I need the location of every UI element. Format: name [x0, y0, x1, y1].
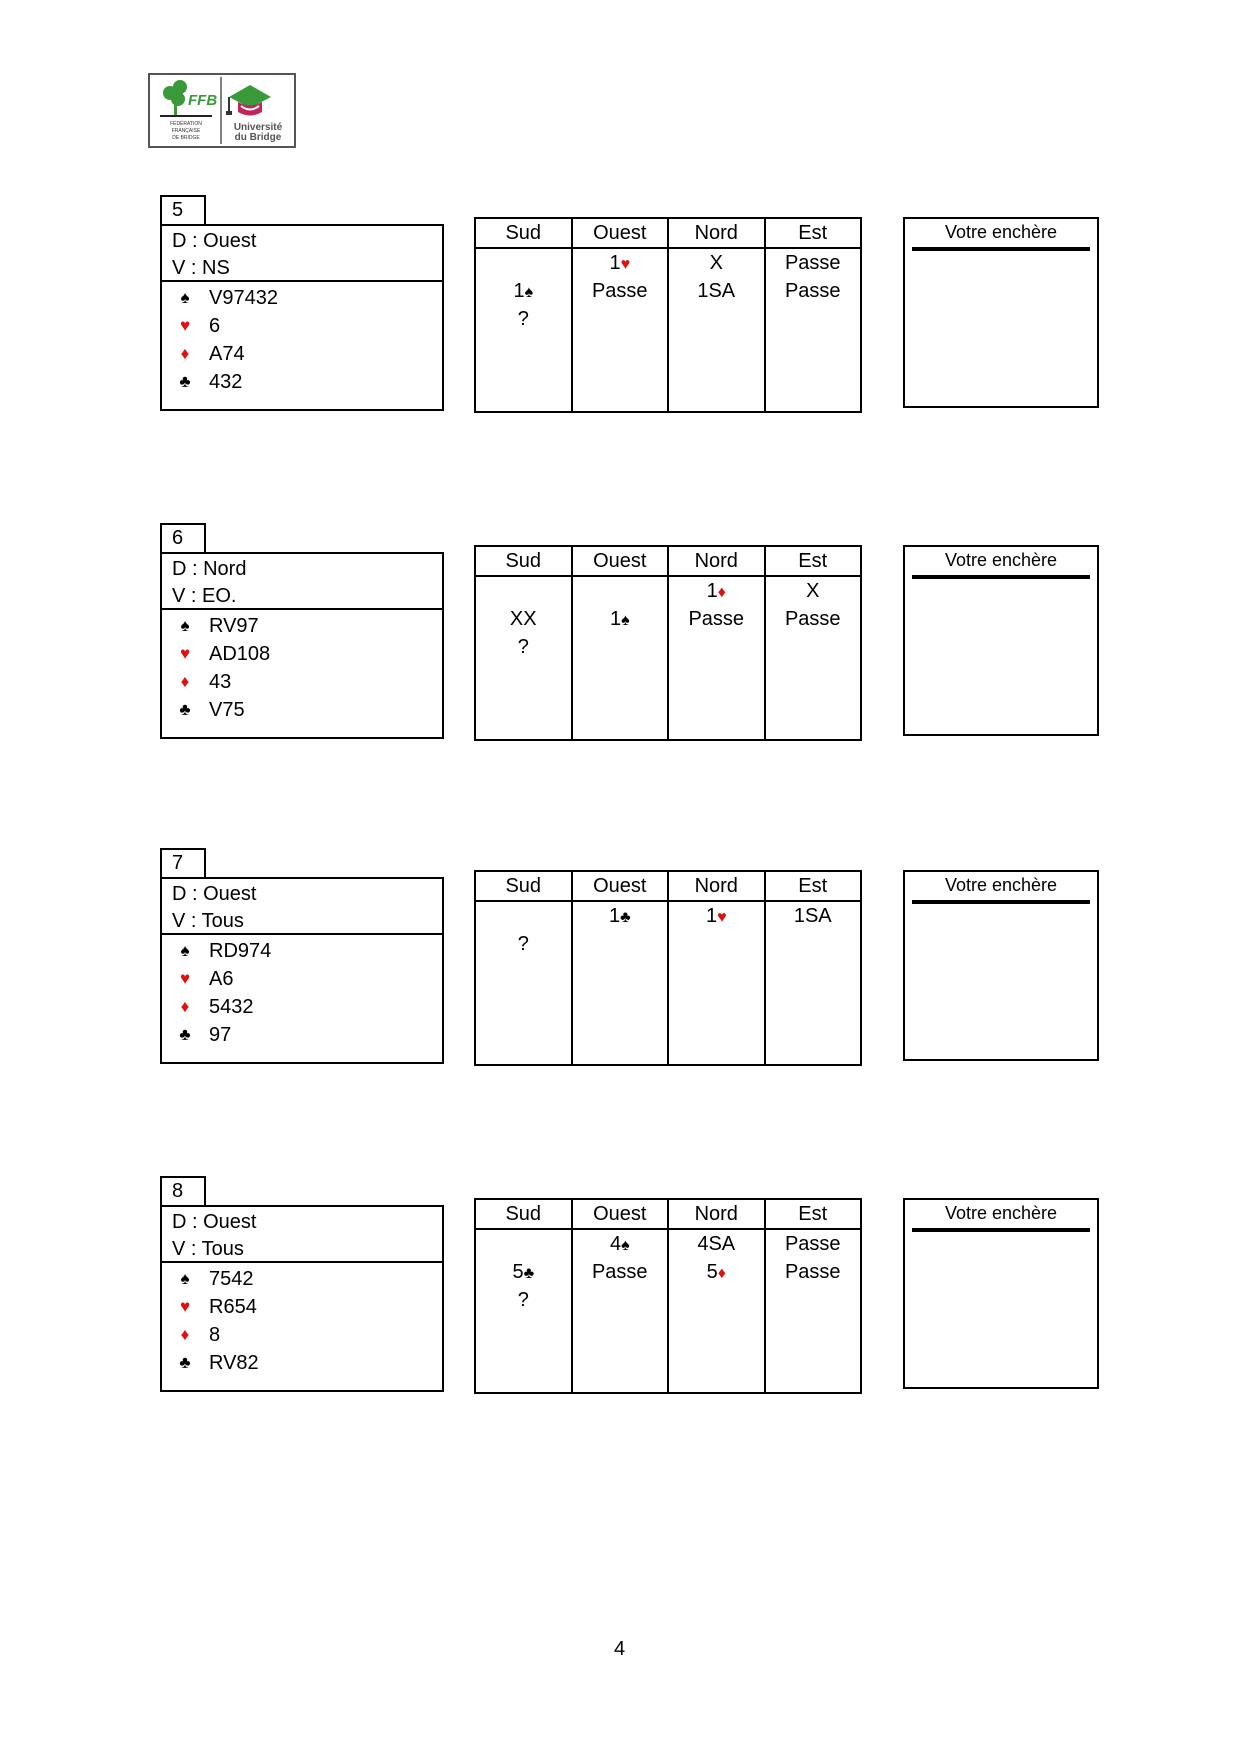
suit-row — [162, 1021, 442, 1049]
auction-bids — [766, 902, 861, 930]
auction-column — [476, 872, 573, 1064]
auction-table — [474, 870, 862, 1066]
suit-cards: 6 — [209, 314, 221, 337]
auction-column — [766, 219, 861, 411]
auction-column — [669, 547, 766, 739]
spade-icon: ♠ — [180, 941, 190, 960]
answer-box[interactable] — [903, 870, 1099, 1061]
suit-row — [162, 612, 442, 640]
auction-header: Sud — [476, 219, 571, 249]
spade-icon: ♠ — [621, 1237, 630, 1254]
suit-row — [162, 937, 442, 965]
auction-bids — [669, 577, 764, 633]
heart-icon: ♥ — [717, 909, 727, 926]
suit-cards: R654 — [209, 1295, 257, 1318]
svg-text:FÉDÉRATION: FÉDÉRATION — [170, 121, 202, 127]
answer-rule — [912, 247, 1090, 251]
answer-box[interactable] — [903, 545, 1099, 736]
bid-cell — [518, 633, 529, 661]
bid-text: 4 — [609, 1233, 622, 1255]
bid-cell — [610, 1230, 630, 1258]
vulnerability-label: V : Tous — [172, 910, 244, 932]
vulnerability-label: V : NS — [172, 257, 230, 279]
auction-header: Est — [766, 872, 861, 902]
auction-column — [573, 219, 670, 411]
suit-row — [162, 1321, 442, 1349]
hand-suits — [162, 610, 442, 724]
suit-row — [162, 668, 442, 696]
suit-cards: 7542 — [209, 1267, 254, 1290]
deal-block — [0, 1176, 1239, 1406]
bid-cell — [785, 1258, 841, 1286]
club-icon: ♣ — [179, 700, 191, 719]
auction-bids — [669, 902, 764, 930]
dealer-label: D : Ouest — [172, 1211, 257, 1233]
auction-column — [476, 1200, 573, 1392]
ffb-logo — [148, 73, 296, 148]
bid-text: ? — [517, 1289, 529, 1311]
deal-info — [162, 879, 442, 935]
bid-cell — [697, 277, 735, 305]
suit-row — [162, 1293, 442, 1321]
suit-cards: RD974 — [209, 939, 272, 962]
bid-text: Passe — [591, 280, 648, 302]
bid-cell — [518, 930, 529, 958]
suit-row — [162, 312, 442, 340]
hand-box — [160, 552, 444, 739]
bid-cell — [806, 577, 819, 605]
suit-row — [162, 284, 442, 312]
club-icon: ♣ — [179, 1353, 191, 1372]
bid-text: Passe — [688, 608, 745, 630]
bid-text: 1SA — [793, 905, 832, 927]
heart-icon: ♥ — [179, 1297, 191, 1316]
bid-cell — [592, 277, 648, 305]
diamond-icon: ♦ — [717, 1265, 726, 1282]
auction-bids — [573, 577, 668, 633]
answer-rule — [912, 575, 1090, 579]
auction-bids — [766, 577, 861, 633]
auction-column — [669, 1200, 766, 1392]
bid-cell — [510, 605, 537, 633]
auction-header: Est — [766, 219, 861, 249]
suit-row — [162, 965, 442, 993]
auction-column — [766, 1200, 861, 1392]
heart-icon: ♥ — [179, 316, 191, 335]
bid-cell — [785, 277, 841, 305]
auction-bids — [573, 902, 668, 930]
bid-cell — [794, 902, 832, 930]
hand-box — [160, 877, 444, 1064]
bid-text: 1 — [608, 905, 621, 927]
suit-cards: A74 — [209, 342, 245, 365]
spade-icon: ♠ — [180, 288, 190, 307]
vulnerability-label: V : EO. — [172, 585, 237, 607]
auction-header: Nord — [669, 547, 764, 577]
auction-column — [573, 1200, 670, 1392]
deal-number: 8 — [160, 1176, 206, 1205]
bid-cell — [512, 1258, 534, 1286]
auction-column — [476, 547, 573, 739]
auction-bids — [766, 249, 861, 305]
heart-icon: ♥ — [179, 644, 191, 663]
bid-cell — [707, 1258, 726, 1286]
auction-header: Nord — [669, 1200, 764, 1230]
logo-ffb-text: FFB — [188, 92, 218, 109]
suit-cards: V75 — [209, 698, 245, 721]
auction-column — [476, 219, 573, 411]
auction-column — [766, 872, 861, 1064]
page-number: 4 — [613, 1638, 626, 1660]
answer-box[interactable] — [903, 217, 1099, 408]
bid-text: 1 — [609, 252, 621, 274]
auction-column — [766, 547, 861, 739]
bid-text: Passe — [784, 252, 841, 274]
auction-header: Nord — [669, 872, 764, 902]
auction-header: Est — [766, 547, 861, 577]
suit-row — [162, 340, 442, 368]
bid-text: 1SA — [697, 280, 736, 302]
bid-text: ? — [517, 636, 529, 658]
bid-text: 1 — [705, 905, 718, 927]
bid-cell — [592, 1258, 648, 1286]
auction-header: Nord — [669, 219, 764, 249]
vulnerability-label: V : Tous — [172, 1238, 244, 1260]
suit-cards: A6 — [209, 967, 234, 990]
bid-text: 1 — [513, 280, 525, 302]
auction-table — [474, 545, 862, 741]
bid-cell — [710, 249, 723, 277]
deal-block — [0, 195, 1239, 425]
answer-label: Votre enchère — [944, 875, 1058, 895]
auction-column — [573, 547, 670, 739]
bid-text: 4SA — [697, 1233, 736, 1255]
suit-row — [162, 696, 442, 724]
auction-header: Sud — [476, 1200, 571, 1230]
auction-header: Ouest — [573, 872, 668, 902]
auction-column — [573, 872, 670, 1064]
bid-cell — [609, 902, 631, 930]
auction-bids — [476, 249, 571, 333]
answer-rule — [912, 1228, 1090, 1232]
svg-text:FRANÇAISE: FRANÇAISE — [171, 128, 201, 134]
deal-number: 6 — [160, 523, 206, 552]
bid-text: 5 — [512, 1261, 524, 1283]
auction-bids — [766, 1230, 861, 1286]
bid-cell — [518, 1286, 529, 1314]
deal-number: 7 — [160, 848, 206, 877]
auction-bids — [669, 249, 764, 305]
bid-cell — [785, 1230, 841, 1258]
bid-text: 1 — [609, 608, 622, 630]
suit-cards: V97432 — [209, 286, 278, 309]
suit-cards: 8 — [209, 1323, 221, 1346]
dealer-label: D : Ouest — [172, 883, 257, 905]
answer-label: Votre enchère — [944, 1203, 1058, 1223]
bid-cell — [785, 605, 841, 633]
bid-text: XX — [509, 608, 537, 630]
club-icon: ♣ — [179, 372, 191, 391]
hand-box — [160, 224, 444, 411]
suit-row — [162, 368, 442, 396]
dealer-label: D : Ouest — [172, 230, 257, 252]
suit-row — [162, 1265, 442, 1293]
bid-text: Passe — [784, 1233, 841, 1255]
spade-icon: ♠ — [621, 612, 630, 629]
bid-cell — [785, 249, 841, 277]
club-icon: ♣ — [523, 1265, 535, 1282]
suit-cards: 432 — [209, 370, 243, 393]
auction-bids — [476, 577, 571, 661]
answer-rule — [912, 900, 1090, 904]
diamond-icon: ♦ — [717, 584, 726, 601]
hand-box — [160, 1205, 444, 1392]
svg-text:DE BRIDGE: DE BRIDGE — [172, 135, 200, 141]
bid-text: X — [806, 580, 820, 602]
deal-block — [0, 523, 1239, 753]
suit-row — [162, 1349, 442, 1377]
logo-univ-line2: du Bridge — [234, 132, 282, 143]
ffb-universite-logo-icon — [150, 75, 294, 146]
answer-box[interactable] — [903, 1198, 1099, 1389]
auction-column — [669, 872, 766, 1064]
bid-text: ? — [517, 308, 529, 330]
hand-suits — [162, 935, 442, 1049]
auction-table — [474, 217, 862, 413]
spade-icon: ♠ — [524, 284, 534, 301]
heart-icon: ♥ — [179, 969, 191, 988]
bid-text: Passe — [784, 280, 841, 302]
bid-text: Passe — [784, 1261, 841, 1283]
auction-bids — [476, 902, 571, 958]
deal-number: 5 — [160, 195, 206, 224]
auction-table — [474, 1198, 862, 1394]
deal-block — [0, 848, 1239, 1078]
answer-label: Votre enchère — [944, 550, 1058, 570]
suit-cards: AD108 — [209, 642, 271, 665]
auction-column — [669, 219, 766, 411]
suit-cards: 97 — [209, 1023, 232, 1046]
auction-header: Ouest — [573, 1200, 668, 1230]
bid-cell — [688, 605, 744, 633]
logo-univ-line1: Université — [233, 122, 283, 133]
dealer-label: D : Nord — [172, 558, 247, 580]
auction-bids — [573, 1230, 668, 1286]
auction-bids — [573, 249, 668, 305]
bid-cell — [697, 1230, 735, 1258]
suit-row — [162, 640, 442, 668]
deal-info — [162, 226, 442, 282]
deal-info — [162, 1207, 442, 1263]
auction-bids — [669, 1230, 764, 1286]
auction-header: Ouest — [573, 219, 668, 249]
hand-suits — [162, 1263, 442, 1377]
bid-text: ? — [517, 933, 529, 955]
auction-header: Est — [766, 1200, 861, 1230]
diamond-icon: ♦ — [180, 344, 190, 363]
answer-label: Votre enchère — [944, 222, 1058, 242]
bid-cell — [513, 277, 533, 305]
suit-row — [162, 993, 442, 1021]
diamond-icon: ♦ — [180, 672, 190, 691]
deal-info — [162, 554, 442, 610]
bid-text: Passe — [784, 608, 841, 630]
bid-cell — [706, 902, 727, 930]
auction-header: Ouest — [573, 547, 668, 577]
suit-cards: RV97 — [209, 614, 259, 637]
diamond-icon: ♦ — [180, 1325, 190, 1344]
diamond-icon: ♦ — [180, 997, 190, 1016]
bid-text: 1 — [706, 580, 718, 602]
club-icon: ♣ — [620, 909, 631, 926]
spade-icon: ♠ — [180, 616, 190, 635]
hand-suits — [162, 282, 442, 396]
bid-cell — [518, 305, 529, 333]
auction-header: Sud — [476, 872, 571, 902]
suit-cards: RV82 — [209, 1351, 259, 1374]
bid-text: Passe — [591, 1261, 648, 1283]
bid-text: 5 — [706, 1261, 718, 1283]
bid-cell — [707, 577, 726, 605]
suit-cards: 43 — [209, 670, 232, 693]
bid-text: X — [709, 252, 723, 274]
spade-icon: ♠ — [180, 1269, 190, 1288]
auction-header: Sud — [476, 547, 571, 577]
bid-cell — [610, 605, 630, 633]
auction-bids — [476, 1230, 571, 1314]
suit-cards: 5432 — [209, 995, 254, 1018]
bid-cell — [609, 249, 630, 277]
heart-icon: ♥ — [620, 256, 631, 273]
club-icon: ♣ — [179, 1025, 191, 1044]
